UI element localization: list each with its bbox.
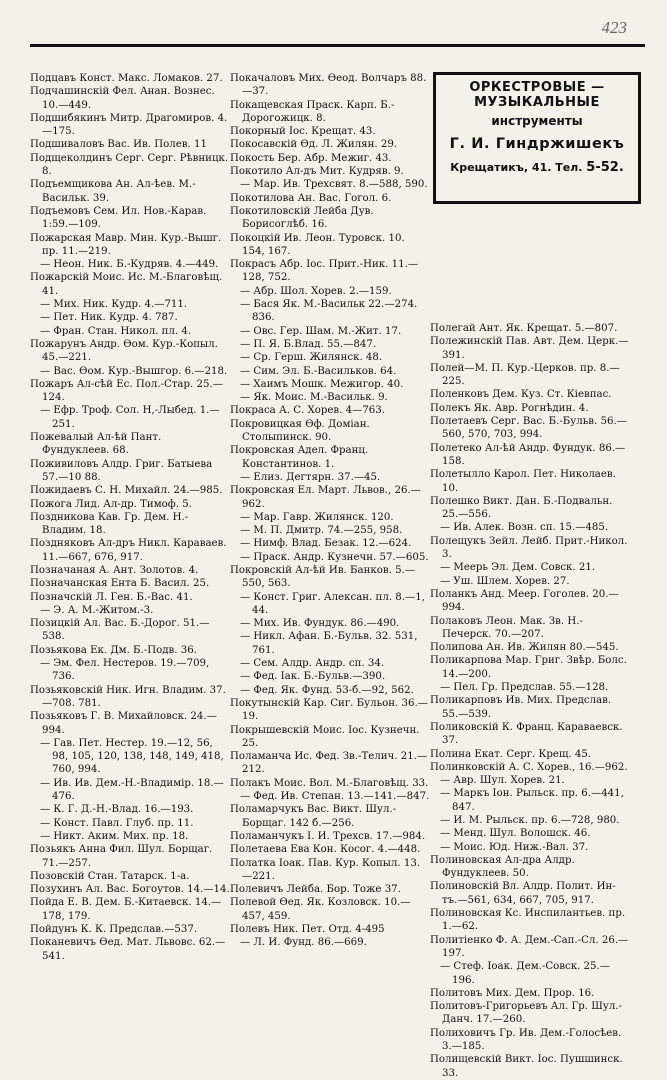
directory-entry: Позовскій Стан. Татарск. 1-а. xyxy=(30,870,190,882)
directory-entry: — Менд. Шул. Волошск. 46. xyxy=(440,828,591,840)
directory-entry: — Вас. Ѳом. Кур.-Вышгор. 6.—218. xyxy=(40,365,228,377)
directory-entry: Пожарскій Моис. Ис. М.-Благовѣщ. 41. xyxy=(30,272,223,297)
ad-line-3: инструменты xyxy=(491,114,583,128)
directory-entry: Покащевская Праск. Карп. Б.-Дорогожицк. 8. xyxy=(230,99,395,124)
directory-entry: — Нимф. Влад. Безак. 12.—624. xyxy=(240,538,412,550)
directory-entry: — М. П. Дмитр. 74.—255, 958. xyxy=(240,525,403,537)
directory-entry: — Пет. Ник. Кудр. 4. 787. xyxy=(40,312,178,324)
directory-entry: Поликарповъ Ив. Мих. Предслав. 55.—539. xyxy=(430,695,612,720)
ad-address-text: Крещатикъ, 41. Тел. xyxy=(450,161,583,174)
directory-entry: — Мих. Ив. Фундук. 86.—490. xyxy=(240,618,400,630)
directory-entry: Поланкъ Анд. Меер. Гоголев. 20.—994. xyxy=(430,588,619,614)
directory-entry: Покоцкій Ив. Леон. Туровск. 10. 154, 167. xyxy=(230,232,405,257)
directory-entry: — Никт. Аким. Мих. пр. 18. xyxy=(40,830,189,842)
directory-entry: — Фед. Як. Фунд. 53-б.—92, 562. xyxy=(240,684,414,696)
directory-entry: Позначскій Л. Ген. Б.-Вас. 41. xyxy=(30,591,193,603)
ad-merchant-name: Г. И. Гиндржишекъ xyxy=(449,136,625,152)
directory-entry: Покотиловскій Лейба Дув. Борисоглѣб. 16. xyxy=(230,205,374,231)
directory-entry: Подщеколдинъ Серг. Серг. Рѣвницк. 8. xyxy=(30,152,229,178)
directory-entry: — Ефр. Троф. Сол. Н,-Лыбед. 1.—251. xyxy=(40,405,220,430)
directory-entry: — Хаимъ Мошк. Межигор. 40. xyxy=(240,378,404,390)
directory-entry: — Сим. Эл. Б.-Васильков. 64. xyxy=(240,365,397,377)
directory-entry: Покутынскій Кар. Сиг. Бульон. 36.—19. xyxy=(230,697,428,723)
directory-entry: — Маркъ Іон. Рыльск. пр. 6.—441, 847. xyxy=(440,788,624,813)
directory-entry: Поламанчукъ I. И. Трехсв. 17.—984. xyxy=(230,830,426,842)
directory-entry: Покровицкая Ѳф. Доміан. Столыпинск. 90. xyxy=(230,418,370,444)
directory-entry: — Эм. Фел. Нестеров. 19.—709, 736. xyxy=(40,658,210,683)
directory-entry: — Никл. Афан. Б.-Бульв. 32. 531, 761. xyxy=(240,631,418,656)
directory-entry: — Ив. Алек. Возн. сп. 15.—485. xyxy=(440,522,609,534)
directory-entry: Полиновская Кс. Инспилантьев. пр. 1.—62. xyxy=(430,908,626,933)
directory-entry: — Л. И. Фунд. 86.—669. xyxy=(240,937,367,949)
directory-entry: Покачаловъ Мих. Ѳеод. Волчаръ 88.—37. xyxy=(230,73,427,98)
directory-entry: Поламанча Ис. Фед. Зв.-Телич. 21.—212. xyxy=(230,751,428,776)
directory-entry: Поламарчукъ Вас. Викт. Шул.-Борщаг. 142 б.—256. xyxy=(230,804,397,829)
directory-entry: — Уш. Шлем. Хорев. 27. xyxy=(440,575,570,587)
directory-entry: Позьяковъ Г. В. Михайловск. 24.—994. xyxy=(30,711,217,736)
directory-entry: — Ср. Герш. Жилянск. 48. xyxy=(240,352,383,364)
ad-line-1: ОРКЕСТРОВЫЕ — xyxy=(469,80,605,95)
page-number: 423 xyxy=(601,18,627,37)
directory-entry: Покорный Іос. Крещат. 43. xyxy=(230,126,376,138)
directory-entry: Пойдунъ К. К. Предслав.—537. xyxy=(30,924,198,935)
directory-entry: Покотило Ал-дъ Мит. Кудряв. 9. xyxy=(230,166,404,178)
directory-entry: Политіенко Ф. А. Дем.-Сап.-Сл. 26.—197. xyxy=(430,934,629,959)
directory-entry: Позьякова Ек. Дм. Б.-Подв. 36. xyxy=(30,644,197,656)
directory-entry: — Овс. Гер. Шам. М.-Жит. 17. xyxy=(240,325,402,337)
directory-entry: Подчашинскій Фел. Анан. Вознес. 10.—449. xyxy=(30,86,215,111)
directory-entry: Полипова Ан. Ив. Жилян 80.—545. xyxy=(430,642,619,654)
directory-entry: — Елиз. Дегтярн. 37.—45. xyxy=(240,471,381,483)
directory-entry: Полей—М. П. Кур.-Церков. пр. 8.—225. xyxy=(430,362,620,388)
directory-entry: Пойда Е. В. Дем. Б.-Китаевск. 14.—178, 179. xyxy=(30,897,222,922)
directory-entry: Покотилова Ан. Вас. Гогол. 6. xyxy=(230,192,392,204)
directory-entry: Полина Екат. Серг. Крещ. 45. xyxy=(430,748,592,760)
directory-entry: Пожаръ Ал-сѣй Ес. Пол.-Стар. 25.—124. xyxy=(30,378,223,404)
directory-entry: — Мар. Ив. Трехсвят. 8.—588, 590. xyxy=(240,179,428,191)
directory-entry: Полевичъ Лейба. Бор. Тоже 37. xyxy=(230,884,401,896)
directory-entry: Полетеко Ал-ѣй Андр. Фундук. 86.—158. xyxy=(430,442,626,467)
directory-entry: Полежинскій Пав. Авт. Дем. Церк.—391. xyxy=(430,336,629,361)
directory-entry: — Як. Моис. М.-Васильк. 9. xyxy=(240,392,388,404)
directory-entry: — П. Я. Б.Влад. 55.—847. xyxy=(240,338,377,350)
directory-entry: Политовъ-Григорьевъ Ал. Гр. Шул.-Данч. 17.—260. xyxy=(430,1001,622,1026)
directory-entry: Полиновскій Вл. Алдр. Полит. Ин-тъ.—561, 634, 667, 705, 917. xyxy=(430,881,616,906)
advertisement-box xyxy=(433,72,641,204)
directory-entry: — Фед. Ив. Степан. 13.—141.—847. xyxy=(240,791,430,803)
directory-entry: Полетаевъ Серг. Вас. Б.-Бульв. 56.—560, 570, 703, 994. xyxy=(430,416,627,441)
directory-entry: Полиновская Ал-дра Алдр. Фундуклеев. 50. xyxy=(430,854,575,880)
directory-entry: — Фран. Стан. Никол. пл. 4. xyxy=(40,325,192,337)
ad-phone: 5-52. xyxy=(586,160,624,175)
directory-entry: Поканевичъ Ѳед. Мат. Львовс. 62.—541. xyxy=(30,937,226,962)
directory-entry: Полиховичъ Гр. Ив. Дем.-Голосѣев. 3.—185. xyxy=(430,1027,622,1053)
directory-entry: Пожарская Мавр. Мин. Кур.-Вышг. пр. 11.—219. xyxy=(30,232,222,257)
directory-entry: Поздникова Кав. Гр. Дем. Н.-Владим. 18. xyxy=(30,511,189,537)
directory-entry: — Конст. Павл. Глуб. пр. 11. xyxy=(40,817,194,829)
directory-entry: — К. Г. Д.-Н.-Влад. 16.—193. xyxy=(40,804,194,816)
directory-entry: Поживиловъ Алдр. Григ. Батыева 57.—10 88. xyxy=(30,458,213,483)
directory-entry: Полещукъ Зейл. Лейб. Прит.-Никол. 3. xyxy=(430,535,628,561)
directory-entry: Позицкій Ал. Вас. Б.-Дорог. 51.—538. xyxy=(30,618,210,643)
directory-entry: Полаковъ Леон. Мак. Зв. Н.-Печерск. 70.—207. xyxy=(430,615,583,640)
directory-entry: — Мар. Гавр. Жилянск. 120. xyxy=(240,511,394,523)
directory-entry: — Гав. Пет. Нестер. 19.—12, 56, 98, 105, 120, 138, 148, 149, 418, 760, 994. xyxy=(40,737,224,776)
directory-entry: — Пел. Гр. Предслав. 55.—128. xyxy=(440,682,609,694)
ad-address xyxy=(442,160,632,175)
directory-entry: Покровская Ел. Март. Львов., 26.—962. xyxy=(230,485,421,510)
directory-entry: Пожевалый Ал-ѣй Пант. Фундуклеев. 68. xyxy=(30,432,162,457)
directory-entry: Подъемщикова Ан. Ал-ѣев. М.-Васильк. 39. xyxy=(30,179,196,204)
directory-entry: Полетаева Ева Кон. Косог. 4.—448. xyxy=(230,844,421,856)
directory-entry: Позначаная А. Ант. Золотов. 4. xyxy=(30,564,199,576)
directory-entry: Покраса А. С. Хорев. 4—763. xyxy=(230,405,385,417)
directory-entry: — Ив. Ив. Дем.-Н.-Владимір. 18.—476. xyxy=(40,777,224,803)
directory-entry: — Мих. Ник. Кудр. 4.—711. xyxy=(40,299,188,311)
directory-entry: Поленковъ Дем. Куз. Ст. Кіевпас. xyxy=(430,389,612,401)
column-2 xyxy=(230,72,430,950)
directory-entry: Позьякъ Анна Фил. Шул. Борщаг. 71.—257. xyxy=(30,844,213,869)
directory-entry: Полищевскій Викт. Іос. Пушшинск. 33. xyxy=(430,1054,623,1079)
directory-entry: — Меерь Эл. Дем. Совск. 21. xyxy=(440,562,596,574)
directory-entry: Полекъ Як. Авр. Рогнѣдин. 4. xyxy=(430,402,589,414)
directory-entry: Полешко Викт. Дан. Б.-Подвальн. 25.—556. xyxy=(430,495,613,521)
directory-entry: — Праск. Андр. Кузнечн. 57.—605. xyxy=(240,551,429,563)
directory-entry: — Неон. Ник. Б.-Кудряв. 4.—449. xyxy=(40,259,219,271)
directory-entry: — Авр. Шул. Хорев. 21. xyxy=(440,775,565,787)
directory-entry: Покость Бер. Абр. Межиг. 43. xyxy=(230,152,392,164)
directory-entry: Пожога Лид. Ал-др. Тимоф. 5. xyxy=(30,498,192,510)
directory-entry: Покрасъ Абр. Іос. Прит.-Ник. 11.—128, 752. xyxy=(230,259,419,284)
directory-entry: Пожарунъ Андр. Ѳом. Кур.-Копыл. 45.—221. xyxy=(30,338,218,364)
directory-entry: Политовъ Мих. Дем. Прор. 16. xyxy=(430,987,595,999)
directory-entry: Полетылло Карол. Пет. Николаев. 10. xyxy=(430,469,616,494)
directory-entry: Покровская Адел. Франц. Константинов. 1. xyxy=(230,445,369,470)
directory-entry: Позухинъ Ал. Вас. Богоутов. 14.—14. xyxy=(30,884,230,896)
directory-entry: — Бася Як. М.-Васильк 22.—274. 836. xyxy=(240,299,418,324)
ad-line-2: МУЗЫКАЛЬНЫЕ xyxy=(474,95,600,110)
directory-entry: Полатка Іоак. Пав. Кур. Копыл. 13.—221. xyxy=(230,857,421,882)
directory-entry: — Э. А. М.-Житом.-3. xyxy=(40,604,154,616)
directory-entry: Полевой Ѳед. Як. Козловск. 10.—457, 459. xyxy=(230,897,411,922)
directory-entry: Полакъ Моис. Вол. М.-Благовѣщ. 33. xyxy=(230,777,429,789)
directory-entry: — Конст. Григ. Алексан. пл. 8.—1, 44. xyxy=(240,591,425,616)
column-3 xyxy=(430,322,630,1080)
directory-entry: — Фед. Iак. Б.-Бульв.—390. xyxy=(240,671,386,683)
directory-entry: Подъемовъ Сем. Ил. Нов.-Карав. 1:59.—109. xyxy=(30,205,207,231)
directory-entry: Подшибякинъ Митр. Драгомиров. 4.—175. xyxy=(30,112,228,138)
directory-entry: — Моис. Юд. Ниж.-Вал. 37. xyxy=(440,841,589,853)
directory-entry: — Абр. Шол. Хорев. 2.—159. xyxy=(240,285,392,297)
directory-entry: Пожидаевъ С. Н. Михайл. 24.—985. xyxy=(30,485,223,497)
directory-entry: Поликовскій К. Франц. Караваевск. 37. xyxy=(430,721,623,747)
directory-entry: — Стеф. Іоак. Дем.-Совск. 25.—196. xyxy=(440,961,610,986)
directory-entry: Позначанская Ента Б. Васил. 25. xyxy=(30,578,210,590)
directory-entry: Полинковскій А. С. Хорев., 16.—962. xyxy=(430,761,628,773)
directory-entry: — Сем. Алдр. Андр. сп. 34. xyxy=(240,658,385,670)
directory-entry: Полегай Ант. Як. Крещат. 5.—807. xyxy=(430,323,618,334)
header-rule xyxy=(30,44,645,47)
directory-entry: Полевъ Ник. Пет. Отд. 4-495 xyxy=(230,924,385,935)
directory-entry: Поликарпова Мар. Григ. Звѣр. Болс. 14.—200. xyxy=(430,655,627,680)
directory-entry: Подшиваловъ Вас. Ив. Полев. 11 xyxy=(30,139,207,151)
directory-entry: Позьяковскій Ник. Игн. Владим. 37.—708. 781. xyxy=(30,684,226,709)
directory-entry: Покосавскій Ѳд. Л. Жилян. 29. xyxy=(230,139,398,151)
directory-entry: Подцавъ Конст. Макс. Ломаков. 27. xyxy=(30,73,223,84)
directory-entry: Поздняковъ Ал-дръ Никл. Караваев. 11.—667, 676, 917. xyxy=(30,538,227,563)
directory-entry: Покровскій Ал-ѣй Ив. Банков. 5.—550, 563. xyxy=(230,564,416,590)
directory-entry: Покрышевскій Моис. Іос. Кузнечн. 25. xyxy=(230,724,420,749)
directory-entry: — И. М. Рыльск. пр. 6.—728, 980. xyxy=(440,814,620,826)
column-1 xyxy=(30,72,230,963)
